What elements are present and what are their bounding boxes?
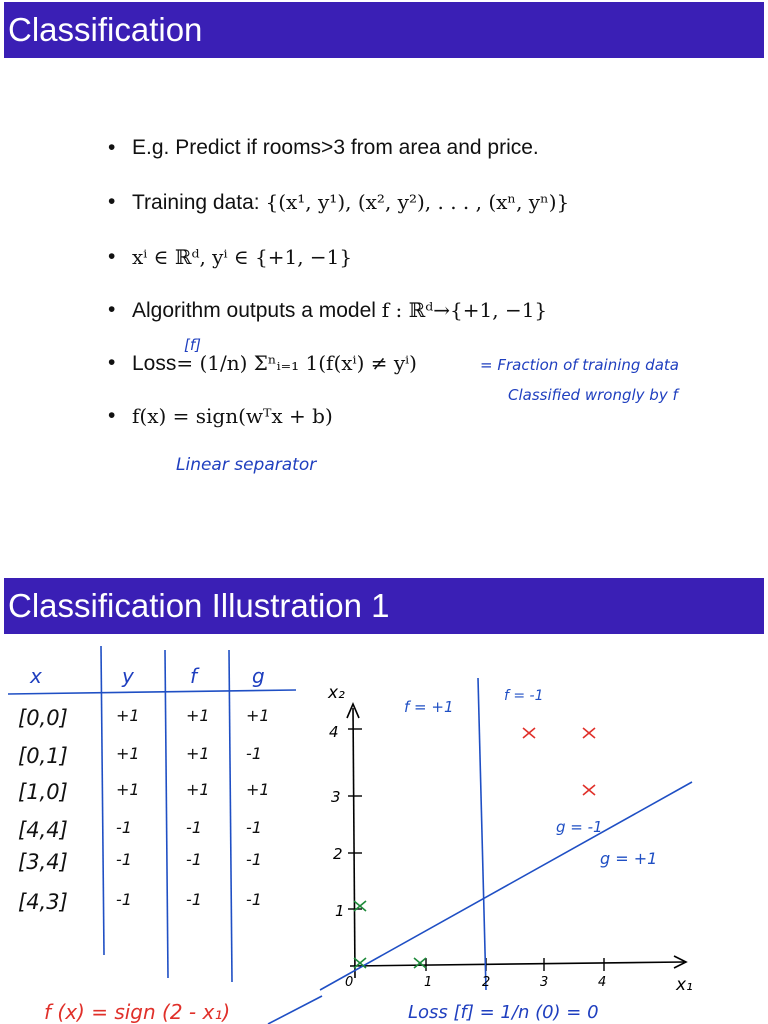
table-cell-r0-c0: [0,0]: [18, 706, 68, 730]
table-cell-r2-c1: +1: [116, 780, 140, 799]
table-cell-r4-c1: -1: [116, 850, 132, 869]
table-cell-r4-c0: [3,4]: [18, 850, 68, 874]
table-cell-r0-c3: +1: [246, 706, 270, 725]
g-separator-line: [320, 782, 692, 990]
bullet-example-text: E.g. Predict if rooms>3 from area and price.: [132, 136, 539, 159]
bullet-algorithm-lead: Algorithm outputs a model: [132, 299, 382, 322]
x-tick-label-4: 4: [598, 975, 607, 990]
loss-math: = (1/n) Σⁿᵢ₌₁ 1(f(xⁱ) ≠ yⁱ): [176, 351, 417, 375]
negative-point-1: [523, 728, 535, 738]
table-header-rule: [8, 690, 296, 694]
y-tick-label-4: 4: [329, 723, 339, 741]
points-group: [354, 728, 595, 968]
table-header-x: x: [30, 664, 42, 688]
formula-slash: [268, 996, 322, 1024]
x-tick-label-2: 2: [482, 975, 491, 990]
x-tick-label-0: 0: [345, 975, 354, 990]
table-cell-r5-c2: -1: [186, 890, 202, 909]
x-tick-label-3: 3: [540, 975, 549, 990]
table-cell-r5-c0: [4,3]: [18, 890, 68, 914]
positive-point-2: [414, 958, 426, 968]
table-cell-r2-c3: +1: [246, 780, 270, 799]
fraction-note-line1: = Fraction of training data: [480, 356, 679, 374]
y-axis-label: x₂: [328, 683, 345, 703]
table-cell-r1-c0: [0,1]: [18, 744, 68, 768]
table-cell-r1-c3: -1: [246, 744, 262, 763]
bullet-loss-lead: Loss: [132, 352, 177, 375]
fraction-note-line2: Classified wrongly by f: [508, 386, 678, 404]
bullet-training-lead: Training data:: [132, 191, 266, 214]
y-tick-label-1: 1: [335, 902, 345, 920]
slide2-title: Classification Illustration 1: [4, 578, 764, 634]
y-tick-label-3: 3: [331, 788, 341, 806]
table-cell-r3-c0: [4,4]: [18, 818, 68, 842]
f-separator-line: [478, 678, 486, 990]
f-plus-label: f = +1: [404, 698, 454, 716]
y-axis: [353, 708, 355, 978]
model-math: f : ℝᵈ→{+1, −1}: [381, 298, 548, 322]
table-col-divider-2: [165, 650, 168, 978]
table-cell-r3-c2: -1: [186, 818, 202, 837]
table-cell-r0-c2: +1: [186, 706, 210, 725]
slide1-title: Classification: [4, 2, 764, 58]
table-col-divider-3: [229, 650, 232, 982]
x-tick-label-1: 1: [424, 975, 433, 990]
g-minus-label: g = -1: [556, 818, 603, 836]
x-axis-label: x₁: [676, 975, 693, 995]
loss-result: Loss [f] = 1/n (0) = 0: [408, 1002, 599, 1023]
table-cell-r0-c1: +1: [116, 706, 140, 725]
table-cell-r2-c0: [1,0]: [18, 780, 68, 804]
negative-point-2: [583, 785, 595, 795]
table-cell-r1-c1: +1: [116, 744, 140, 763]
table-cell-r3-c3: -1: [246, 818, 262, 837]
table-cell-r5-c1: -1: [116, 890, 132, 909]
table-cell-r1-c2: +1: [186, 744, 210, 763]
g-plus-label: g = +1: [600, 849, 658, 868]
table-cell-r3-c1: -1: [116, 818, 132, 837]
table-header-f: f: [190, 664, 198, 688]
negative-point-0: [583, 728, 595, 738]
y-tick-label-2: 2: [333, 845, 343, 863]
table-cell-r4-c3: -1: [246, 850, 262, 869]
table-header-g: g: [252, 664, 265, 688]
table-cell-r5-c3: -1: [246, 890, 262, 909]
loss-f-annotation: [f]: [184, 336, 201, 354]
f-formula: f (x) = sign (2 - x₁): [44, 1000, 231, 1024]
table-cell-r2-c2: +1: [186, 780, 210, 799]
linear-separator-note: Linear separator: [176, 455, 317, 475]
f-minus-label: f = -1: [504, 688, 544, 704]
sign-math: f(x) = sign(wᵀx + b): [132, 404, 333, 428]
x-axis: [350, 962, 684, 966]
table-header-y: y: [122, 664, 134, 688]
training-data-math: {(x¹, y¹), (x², y²), . . . , (xⁿ, yⁿ)}: [265, 190, 570, 214]
domain-math: xⁱ ∈ ℝᵈ, yⁱ ∈ {+1, −1}: [132, 245, 353, 269]
table-cell-r4-c2: -1: [186, 850, 202, 869]
